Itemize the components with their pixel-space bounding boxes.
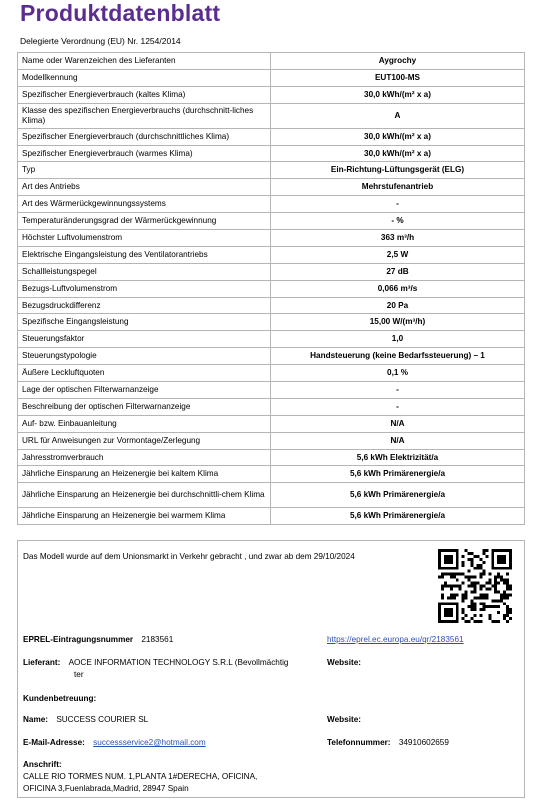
spec-row	[18, 449, 525, 466]
spec-label: Lage der optischen Filterwarnanzeige	[18, 382, 271, 399]
spec-row	[18, 145, 525, 162]
spec-row	[18, 483, 525, 508]
spec-label: Bezugsdruckdifferenz	[18, 297, 271, 314]
spec-label: Bezugs-Luftvolumenstrom	[18, 280, 271, 297]
address-label: Anschrift:	[23, 760, 62, 769]
spec-label: Äußere Leckluftquoten	[18, 365, 271, 382]
spec-value: 5,6 kWh Primärenergie/a	[271, 508, 525, 525]
eprel-number: 2183561	[141, 635, 174, 644]
address-line-2: OFICINA 3,Fuenlabrada,Madrid, 28947 Spain	[23, 784, 189, 793]
spec-row	[18, 365, 525, 382]
spec-value: N/A	[271, 432, 525, 449]
spec-row	[18, 69, 525, 86]
email-link[interactable]: successservice2@hotmail.com	[93, 738, 206, 747]
spec-value: 0,1 %	[271, 365, 525, 382]
eprel-link[interactable]: https://eprel.ec.europa.eu/qr/2183561	[327, 635, 464, 644]
email-row	[23, 737, 206, 748]
regulation-subtitle: Delegierte Verordnung (EU) Nr. 1254/2014	[20, 36, 181, 46]
customer-service-label: Kundenbetreuung:	[23, 694, 97, 703]
supplier-name-2: ter	[74, 670, 84, 679]
spec-label: Elektrische Eingangsleistung des Ventilatorantriebs	[18, 246, 271, 263]
spec-row	[18, 280, 525, 297]
email-label: E-Mail-Adresse:	[23, 738, 85, 747]
spec-row	[18, 53, 525, 70]
spec-value: EUT100-MS	[271, 69, 525, 86]
spec-value: 30,0 kWh/(m² x a)	[271, 145, 525, 162]
spec-value: Ein-Richtung-Lüftungsgerät (ELG)	[271, 162, 525, 179]
footer-panel	[17, 540, 525, 798]
website-label-2: Website:	[327, 715, 361, 724]
spec-label: Höchster Luftvolumenstrom	[18, 230, 271, 247]
spec-row	[18, 466, 525, 483]
spec-value: -	[271, 382, 525, 399]
spec-value: A	[271, 103, 525, 128]
spec-value: Handsteuerung (keine Bedarfssteuerung) – 1	[271, 348, 525, 365]
spec-label: Jahresstromverbrauch	[18, 449, 271, 466]
spec-row	[18, 263, 525, 280]
spec-row	[18, 398, 525, 415]
spec-label: Name oder Warenzeichen des Lieferanten	[18, 53, 271, 70]
spec-label: Klasse des spezifischen Energieverbrauchs (durchschnitt-liches Klima)	[18, 103, 271, 128]
spec-label: Spezifischer Energieverbrauch (kaltes Klima)	[18, 86, 271, 103]
spec-label: Spezifische Eingangsleistung	[18, 314, 271, 331]
spec-value: 2,5 W	[271, 246, 525, 263]
spec-row	[18, 103, 525, 128]
spec-label: Beschreibung der optischen Filterwarnanzeige	[18, 398, 271, 415]
page-title: Produktdatenblatt	[20, 0, 221, 26]
spec-label: Auf- bzw. Einbauanleitung	[18, 415, 271, 432]
spec-label: Art des Wärmerückgewinnungssystems	[18, 196, 271, 213]
spec-label: Schallleistungspegel	[18, 263, 271, 280]
spec-value: Aygrochy	[271, 53, 525, 70]
market-note: Das Modell wurde auf dem Unionsmarkt in Verkehr gebracht , und zwar ab dem 29/10/2024	[23, 552, 355, 561]
spec-row	[18, 432, 525, 449]
spec-row	[18, 508, 525, 525]
spec-value: 20 Pa	[271, 297, 525, 314]
spec-label: Steuerungsfaktor	[18, 331, 271, 348]
spec-row	[18, 213, 525, 230]
spec-row	[18, 297, 525, 314]
spec-value: 27 dB	[271, 263, 525, 280]
website-label-1: Website:	[327, 658, 361, 667]
spec-value: 5,6 kWh Primärenergie/a	[271, 483, 525, 508]
spec-label: Steuerungstypologie	[18, 348, 271, 365]
spec-value: 363 m³/h	[271, 230, 525, 247]
phone-value: 34910602659	[398, 738, 449, 747]
spec-value: -	[271, 398, 525, 415]
spec-label: Spezifischer Energieverbrauch (warmes Klima)	[18, 145, 271, 162]
eprel-label: EPREL-Eintragungsnummer	[23, 635, 134, 644]
spec-value: 5,6 kWh Primärenergie/a	[271, 466, 525, 483]
spec-value: 1,0	[271, 331, 525, 348]
spec-label: Modellkennung	[18, 69, 271, 86]
spec-value: 5,6 kWh Elektrizität/a	[271, 449, 525, 466]
phone-row	[327, 737, 449, 748]
supplier-name-1: AOCE INFORMATION TECHNOLOGY S.R.L (Bevollmächtig	[68, 658, 289, 667]
address-line-1: CALLE RIO TORMES NUM. 1,PLANTA 1#DERECHA, OFICINA,	[23, 772, 258, 781]
phone-label: Telefonnummer:	[327, 738, 391, 747]
eprel-row	[23, 634, 173, 645]
spec-value: Mehrstufenantrieb	[271, 179, 525, 196]
spec-row	[18, 348, 525, 365]
name-value: SUCCESS COURIER SL	[56, 715, 149, 724]
spec-label: Temperaturänderungsgrad der Wärmerückgewinnung	[18, 213, 271, 230]
spec-row	[18, 331, 525, 348]
spec-value: 30,0 kWh/(m² x a)	[271, 86, 525, 103]
spec-value: 0,066 m³/s	[271, 280, 525, 297]
spec-value: N/A	[271, 415, 525, 432]
spec-label: Jährliche Einsparung an Heizenergie bei kaltem Klima	[18, 466, 271, 483]
name-row	[23, 714, 148, 725]
spec-label: Spezifischer Energieverbrauch (durchschnittliches Klima)	[18, 128, 271, 145]
supplier-row	[23, 657, 289, 668]
spec-row	[18, 128, 525, 145]
spec-row	[18, 179, 525, 196]
spec-row	[18, 382, 525, 399]
spec-value: 15,00 W/(m³/h)	[271, 314, 525, 331]
spec-label: Jährliche Einsparung an Heizenergie bei durchschnittli-chem Klima	[18, 483, 271, 508]
spec-value: - %	[271, 213, 525, 230]
spec-label: Art des Antriebs	[18, 179, 271, 196]
spec-label: Jährliche Einsparung an Heizenergie bei warmem Klima	[18, 508, 271, 525]
qr-code-icon	[438, 549, 512, 623]
spec-row	[18, 246, 525, 263]
spec-row	[18, 230, 525, 247]
spec-row	[18, 415, 525, 432]
name-label: Name:	[23, 715, 49, 724]
spec-row	[18, 314, 525, 331]
spec-row	[18, 162, 525, 179]
spec-row	[18, 86, 525, 103]
spec-table	[17, 52, 525, 525]
spec-label: URL für Anweisungen zur Vormontage/Zerlegung	[18, 432, 271, 449]
spec-value: 30,0 kWh/(m² x a)	[271, 128, 525, 145]
spec-label: Typ	[18, 162, 271, 179]
spec-value: -	[271, 196, 525, 213]
supplier-label: Lieferant:	[23, 658, 61, 667]
spec-row	[18, 196, 525, 213]
